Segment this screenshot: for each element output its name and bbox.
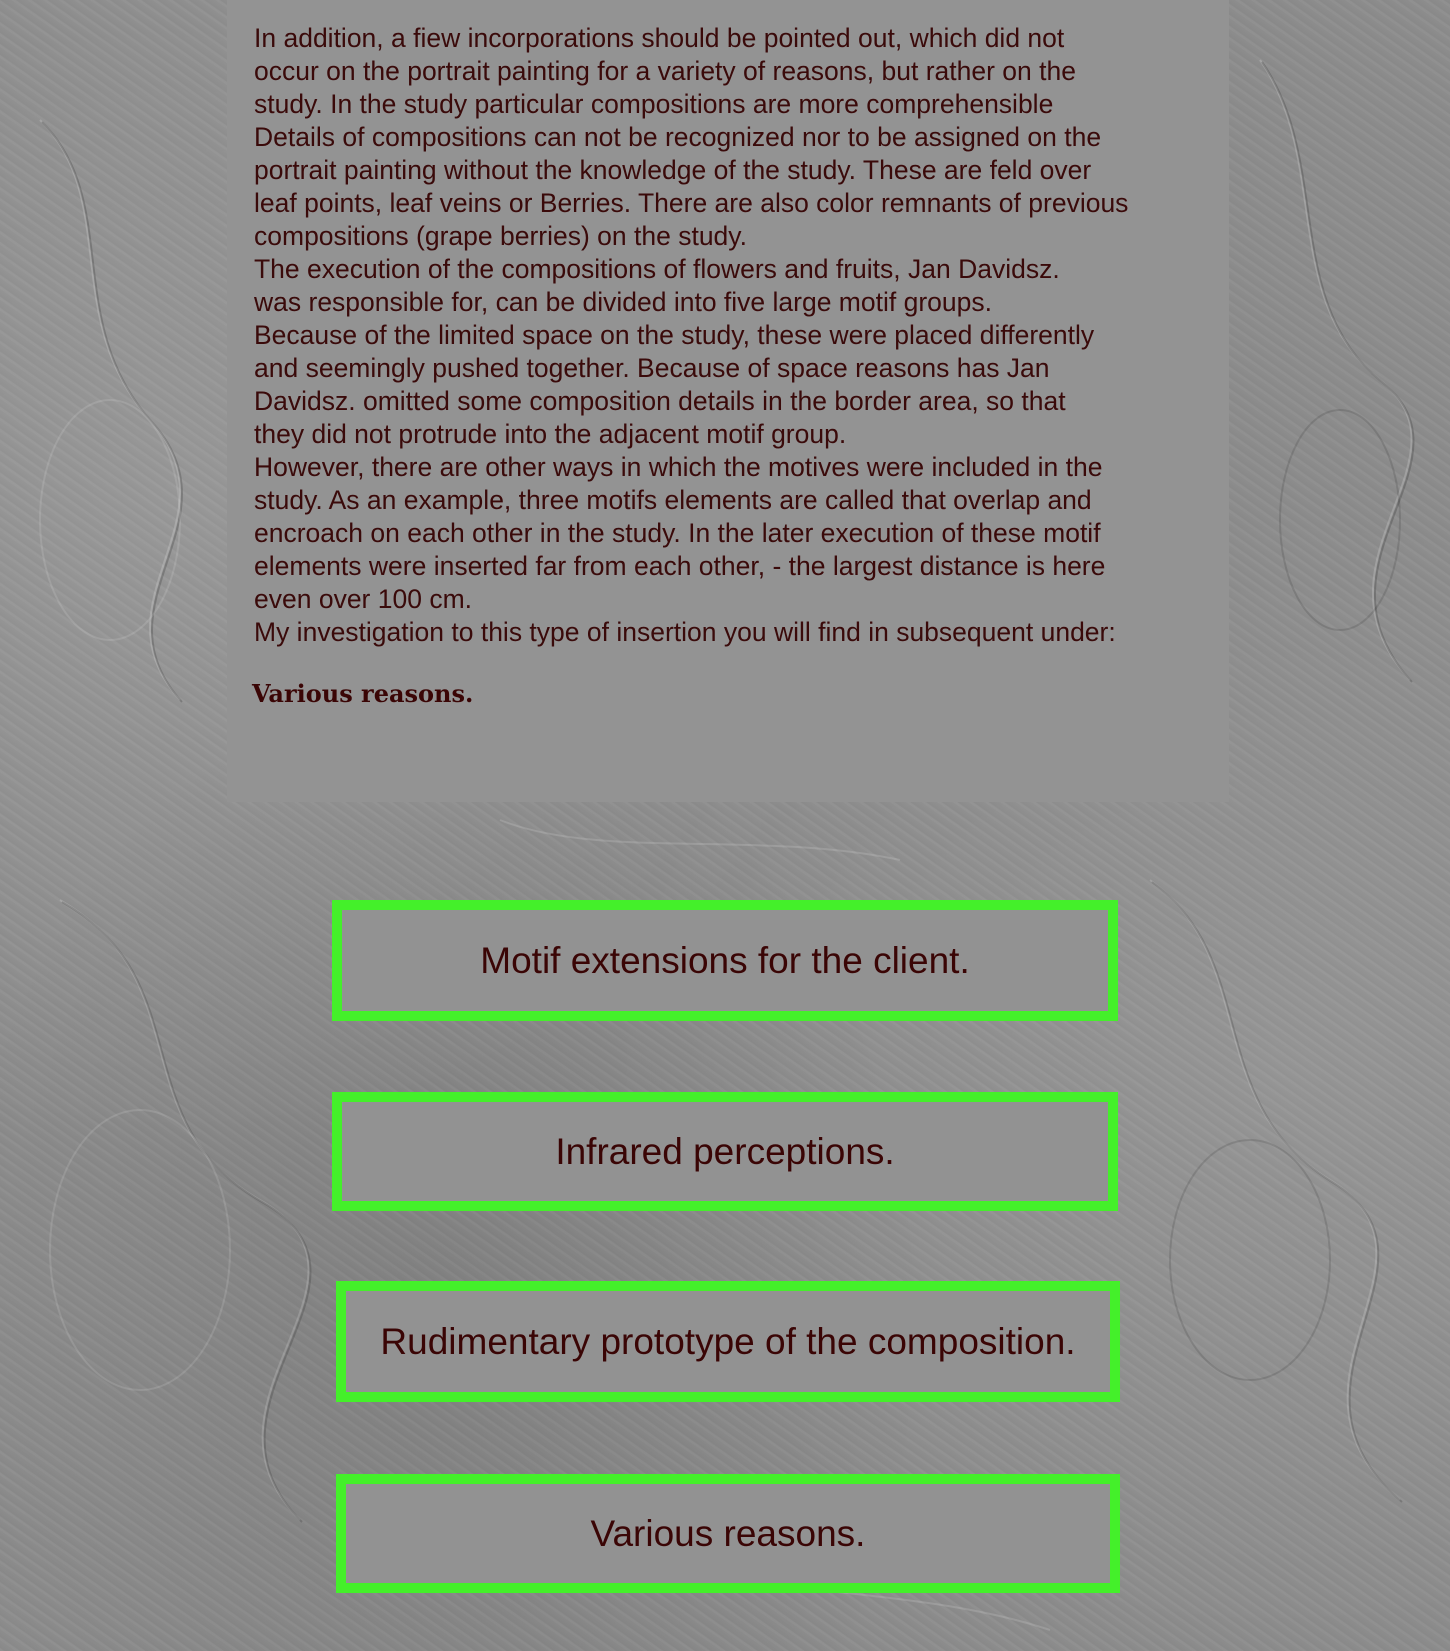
rudimentary-prototype-label: Rudimentary prototype of the composition. bbox=[380, 1320, 1076, 1362]
various-reasons-link[interactable]: Various reasons. bbox=[252, 679, 474, 708]
rudimentary-prototype-button[interactable] bbox=[336, 1281, 1120, 1402]
article-text: In addition, a fiew incorporations should be pointed out, which did not occur on the portrait painting for a variety of reasons, but rather on the study. In the study particular compositions are more comprehensible Details of compositions can not be recognized nor to be assigned on the portrait painting without the knowledge of the study. These are feld over leaf points, leaf veins or Berries. There are also color remnants of previous compositions (grape berries) on the study. The execution of the compositions of flowers and fruits, Jan Davidsz. was responsible for, can be divided into five large motif groups. Because of the limited space on the study, these were placed differently and seemingly pushed together. Because of space reasons has Jan Davidsz. omitted some composition details in the border area, so that they did not protrude into the adjacent motif group. However, there are other ways in which the motives were included in the study. As an example, three motifs elements are called that overlap and encroach on each other in the study. In the later execution of these motif elements were inserted far from each other, - the largest distance is here even over 100 cm. My investigation to this type of insertion you will find in subsequent under: bbox=[254, 23, 1129, 647]
various-reasons-button[interactable] bbox=[336, 1474, 1120, 1593]
various-reasons-label: Various reasons. bbox=[590, 1512, 866, 1554]
motif-extensions-button[interactable] bbox=[332, 900, 1118, 1021]
motif-extensions-label: Motif extensions for the client. bbox=[480, 939, 970, 981]
infrared-perceptions-button[interactable] bbox=[332, 1092, 1118, 1211]
article-panel bbox=[227, 0, 1229, 802]
infrared-perceptions-label: Infrared perceptions. bbox=[555, 1130, 895, 1172]
